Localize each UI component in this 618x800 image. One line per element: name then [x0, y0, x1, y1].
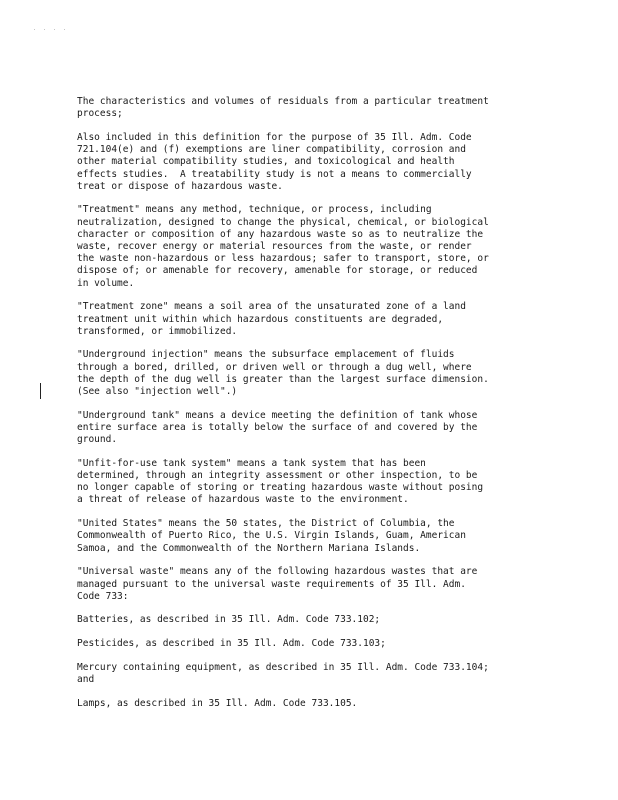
text-line: "Underground injection" means the subsurface emplacement of fluids — [77, 349, 455, 361]
definition-underground-injection — [77, 349, 547, 398]
paragraph-residuals — [77, 96, 547, 120]
definition-underground-tank — [77, 410, 547, 447]
text-line: and — [77, 674, 95, 686]
text-line: ground. — [77, 434, 118, 446]
universal-waste-item-pesticides — [77, 638, 547, 650]
text-line: character or composition of any hazardous waste so as to neutralize the — [77, 228, 484, 240]
text-line: Also included in this definition for the purpose of 35 Ill. Adm. Code — [77, 131, 472, 143]
text-line: treat or dispose of hazardous waste. — [77, 180, 283, 192]
text-line: managed pursuant to the universal waste requirements of 35 Ill. Adm. — [77, 578, 466, 590]
definition-universal-waste — [77, 566, 547, 603]
text-line: other material compatibility studies, and toxicological and health — [77, 156, 455, 168]
text-line: no longer capable of storing or treating hazardous waste without posing — [77, 482, 484, 494]
text-line: Lamps, as described in 35 Ill. Adm. Code 733.105. — [77, 697, 358, 709]
page-header-mark: . . . . — [33, 26, 69, 32]
text-line: a threat of release of hazardous waste to the environment. — [77, 494, 409, 506]
text-line: the waste non-hazardous or less hazardous; safer to transport, store, or — [77, 253, 489, 265]
definition-united-states — [77, 518, 547, 555]
definition-treatment — [77, 204, 547, 289]
text-line: Mercury containing equipment, as described in 35 Ill. Adm. Code 733.104; — [77, 661, 489, 673]
text-line: Commonwealth of Puerto Rico, the U.S. Virgin Islands, Guam, American — [77, 530, 466, 542]
text-line: entire surface area is totally below the surface of and covered by the — [77, 421, 478, 433]
text-line: "Unfit-for-use tank system" means a tank system that has been — [77, 457, 426, 469]
text-line: transformed, or immobilized. — [77, 325, 238, 337]
text-line: neutralization, designed to change the physical, chemical, or biological — [77, 216, 489, 228]
text-line: (See also "injection well".) — [77, 386, 238, 398]
text-line: Batteries, as described in 35 Ill. Adm. Code 733.102; — [77, 614, 381, 626]
text-line: "Treatment zone" means a soil area of the unsaturated zone of a land — [77, 301, 466, 313]
text-line: 721.104(e) and (f) exemptions are liner compatibility, corrosion and — [77, 144, 466, 156]
text-line: "Underground tank" means a device meeting the definition of tank whose — [77, 409, 478, 421]
text-line: through a bored, drilled, or driven well or through a dug well, where — [77, 361, 472, 373]
text-line: "Universal waste" means any of the following hazardous wastes that are — [77, 566, 478, 578]
text-line: determined, through an integrity assessment or other inspection, to be — [77, 470, 478, 482]
revision-change-bar — [40, 383, 41, 399]
text-line: treatment unit within which hazardous constituents are degraded, — [77, 313, 444, 325]
universal-waste-item-batteries — [77, 614, 547, 626]
universal-waste-item-mercury-equipment — [77, 662, 547, 686]
universal-waste-item-lamps — [77, 698, 547, 710]
text-line: the depth of the dug well is greater than the largest surface dimension. — [77, 373, 489, 385]
text-line: dispose of; or amenable for recovery, amenable for storage, or reduced — [77, 265, 478, 277]
text-line: process; — [77, 108, 123, 120]
text-line: The characteristics and volumes of residuals from a particular treatment — [77, 96, 489, 107]
text-line: in volume. — [77, 277, 135, 289]
paragraph-also-included — [77, 132, 547, 193]
definition-unfit-for-use-tank-system — [77, 458, 547, 507]
text-line: effects studies. A treatability study is not a means to commercially — [77, 168, 472, 180]
text-line: waste, recover energy or material resources from the waste, or render — [77, 241, 472, 253]
text-line: Samoa, and the Commonwealth of the Northern Mariana Islands. — [77, 542, 421, 554]
text-line: "Treatment" means any method, technique, or process, including — [77, 204, 432, 216]
text-line: "United States" means the 50 states, the District of Columbia, the — [77, 518, 455, 530]
text-line: Code 733: — [77, 590, 129, 602]
document-body — [77, 96, 547, 721]
text-line: Pesticides, as described in 35 Ill. Adm. Code 733.103; — [77, 638, 386, 650]
definition-treatment-zone — [77, 301, 547, 338]
